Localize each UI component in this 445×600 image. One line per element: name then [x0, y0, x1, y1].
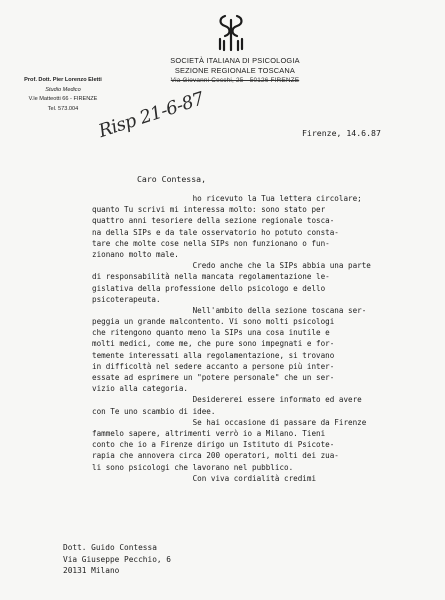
body-line: ho ricevuto la Tua lettera circolare; [92, 194, 362, 203]
society-address: Via Giovanni Cecchi, 25 · 50126 FIRENZE [170, 77, 300, 84]
salutation: Caro Contessa, [137, 174, 207, 184]
body-line: Credo anche che la SIPs abbia una parte [92, 261, 371, 271]
body-line: quanto Tu scrivi mi interessa molto: sono stato per [92, 205, 326, 215]
body-line: che ritengono quanto meno la SIPs una cosa inutile e [92, 328, 330, 338]
sender-phone: Tel. 573.004 [47, 105, 79, 112]
body-line: tare che molte cose nella SIPs non funzionano o fun- [92, 238, 330, 248]
body-line: li sono psicologi che lavorano nel pubblico. [92, 462, 294, 472]
society-name: SOCIETÀ ITALIANA DI PSICOLOGIA [170, 56, 300, 65]
recipient-city: 20131 Milano [63, 566, 120, 575]
sender-block [8, 76, 118, 114]
body-line: quattro anni tesoriere della sezione regionale tosca- [92, 216, 335, 226]
sender-address: V.le Matteotti 66 - FIRENZE [28, 96, 98, 102]
letter-body [92, 193, 422, 484]
body-line: temente interessati alla regolamentazione, si trovano [92, 350, 335, 360]
body-line: essate ad esprimere un "potere personale" che un ser- [92, 373, 335, 382]
sender-name: Prof. Dott. Pier Lorenzo Eletti [24, 77, 102, 83]
recipient-street: Via Giuseppe Pecchio, 6 [63, 554, 171, 564]
body-line: Desidererei essere informato ed avere [92, 395, 362, 405]
body-line: fammelo sapere, altrimenti verrò io a Milano. Tieni [92, 428, 326, 438]
body-line: zionano molto male. [92, 249, 179, 259]
body-line: con Te uno scambio di idee. [92, 406, 216, 416]
body-line: psicoterapeuta. [92, 294, 161, 304]
body-line: Nell'ambito della sezione toscana ser- [92, 305, 367, 315]
body-line: na della SIPs e da tale osservatorio ho potuto consta- [92, 227, 339, 237]
body-line: rapia che annovera circa 200 operatori, molti dei zua- [92, 451, 339, 461]
body-line: peggia un grande malcontento. Vi sono molti psicologi [92, 317, 335, 327]
body-line: in difficoltà nel sedere accanto a persone più inter- [92, 361, 335, 371]
recipient-name: Dott. Guido Contessa [63, 543, 157, 552]
body-line: di responsabilità nella mancata regolamentazione le- [92, 272, 330, 282]
society-section: SEZIONE REGIONALE TOSCANA [174, 66, 296, 75]
body-line: gislativa della professione dello psicologo e dello [92, 283, 326, 293]
handwritten-note: Risp 21-6-87 [96, 88, 207, 142]
body-line: vizio alla categoria. [92, 384, 189, 394]
society-logo [216, 14, 246, 52]
society-header [150, 56, 320, 86]
body-line: molti medici, come me, che pure sono impegnati e for- [92, 339, 335, 349]
body-line: Se hai occasione di passare da Firenze [92, 417, 367, 427]
body-line: conto che io a Firenze dirigo un Istituto di Psicote- [92, 440, 335, 450]
sender-role: Studio Medico [45, 86, 81, 93]
recipient-address [63, 542, 171, 577]
body-line: Con viva cordialità credimi [92, 473, 317, 483]
place-date: Firenze, 14.6.87 [302, 128, 381, 138]
